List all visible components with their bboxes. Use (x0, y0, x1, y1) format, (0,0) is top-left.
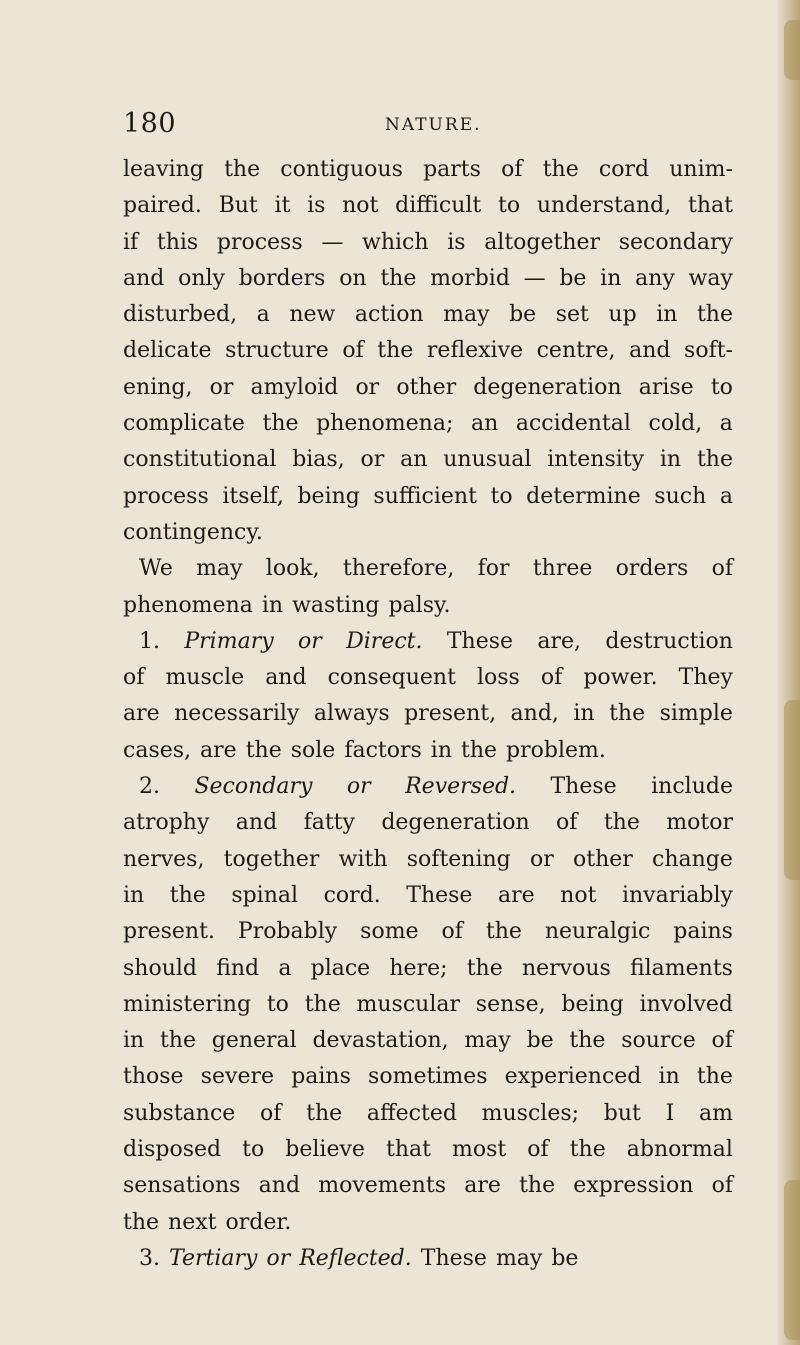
text-line: leaving the contiguous parts of the cord unim- (123, 157, 733, 182)
text-line: We may look, therefore, for three orders of (139, 556, 733, 582)
page-edge (778, 0, 800, 1345)
text-line: and only borders on the morbid — be in any way (123, 265, 733, 291)
text-line: sensations and movements are the expression of (123, 1173, 733, 1199)
text-line: are necessarily always present, and, in the simple (123, 701, 733, 727)
page-header (0, 106, 800, 142)
text-line: atrophy and fatty degeneration of the motor (123, 810, 733, 836)
page-edge-stain (784, 1180, 800, 1340)
text-line: those severe pains sometimes experienced in the (123, 1064, 733, 1090)
text-line: the next order. (123, 1209, 292, 1235)
text-line: disturbed, a new action may be set up in the (123, 302, 733, 328)
text-line: ening, or amyloid or other degeneration arise to (123, 374, 733, 400)
text-line: phenomena in wasting palsy. (123, 592, 451, 618)
text-line: complicate the phenomena; an accidental cold, a (123, 411, 733, 437)
text-line: in the spinal cord. These are not invariably (123, 882, 733, 908)
text-line: 2. Secondary or Reversed. These include (139, 774, 733, 800)
text-line: nerves, together with softening or other change (123, 846, 733, 872)
text-line: ministering to the muscular sense, being involved (123, 991, 733, 1017)
text-line: of muscle and consequent loss of power. They (123, 665, 733, 691)
text-line: present. Probably some of the neuralgic pains (123, 919, 733, 945)
text-line: in the general devastation, may be the source of (123, 1028, 733, 1054)
running-title: NATURE. (385, 115, 482, 135)
text-line: delicate structure of the reflexive centre, and soft- (123, 338, 733, 364)
text-line: process itself, being sufficient to determine such a (123, 483, 733, 509)
text-line: should find a place here; the nervous filaments (123, 955, 733, 981)
text-line: contingency. (123, 519, 263, 545)
page-number: 180 (123, 108, 177, 139)
text-line: cases, are the sole factors in the problem. (123, 737, 606, 763)
page-edge-stain (784, 20, 800, 80)
text-line: constitutional bias, or an unusual intensity in the (123, 447, 733, 473)
text-line: 3. Tertiary or Reflected. These may be (139, 1245, 579, 1271)
body-text (123, 152, 733, 1277)
page-edge-stain (784, 700, 800, 880)
text-line: 1. Primary or Direct. These are, destruction (139, 628, 733, 654)
text-line: if this process — which is altogether secondary (123, 229, 733, 255)
text-line: paired. But it is not difficult to understand, that (123, 193, 733, 219)
text-line: disposed to believe that most of the abnormal (123, 1137, 733, 1163)
text-line: substance of the affected muscles; but I am (123, 1100, 733, 1126)
